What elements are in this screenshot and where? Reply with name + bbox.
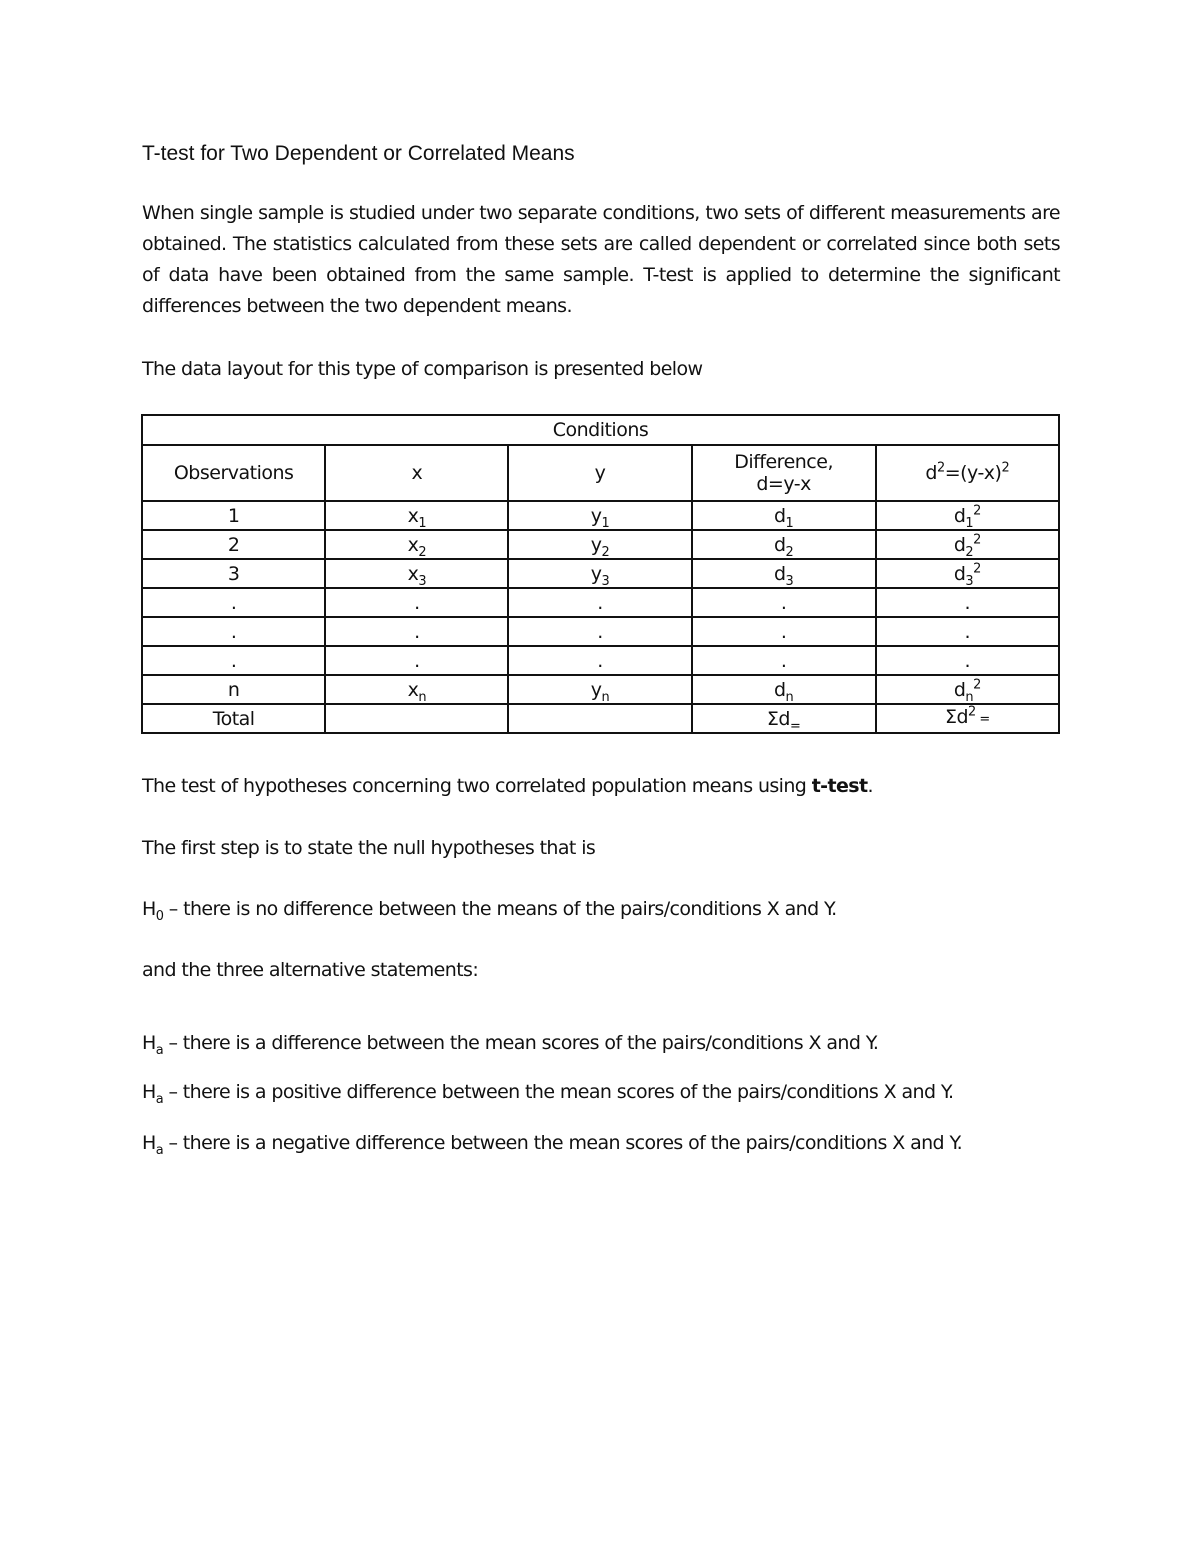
cell-total-y xyxy=(508,704,691,733)
t-test-bold: t-test xyxy=(811,775,868,797)
alternatives-intro: and the three alternative statements: xyxy=(142,959,479,981)
cell-obs: . xyxy=(142,617,325,646)
cell-obs: . xyxy=(142,588,325,617)
header-difference-line2: d=y-x xyxy=(756,473,811,495)
header-difference xyxy=(692,445,876,501)
layout-intro: The data layout for this type of comparison is presented below xyxy=(142,358,703,380)
cell-y: $y_3$ xyxy=(508,559,691,588)
cell-d: . xyxy=(692,617,876,646)
total-row xyxy=(142,704,1059,733)
cell-y: $y_1$ xyxy=(508,501,691,530)
cell-d: . xyxy=(692,588,876,617)
cell-dsq: $d_n^2$ xyxy=(876,675,1059,704)
test-statement: The test of hypotheses concerning two correlated population means using t-test. xyxy=(142,775,873,797)
cell-x: . xyxy=(325,617,508,646)
cell-x: . xyxy=(325,588,508,617)
alternative-hypothesis-3: $H_a$ – there is a negative difference between the mean scores of the pairs/conditions X and Y. xyxy=(142,1132,963,1158)
document-title: T-test for Two Dependent or Correlated Means xyxy=(142,142,575,165)
dsq-base: d xyxy=(925,462,937,484)
cell-x: $x_2$ xyxy=(325,530,508,559)
first-step: The first step is to state the null hypotheses that is xyxy=(142,837,596,859)
dsq-sup2: 2 xyxy=(1001,460,1010,476)
cell-x: $x_1$ xyxy=(325,501,508,530)
cell-d: $d_3$ xyxy=(692,559,876,588)
cell-total-x xyxy=(325,704,508,733)
cell-obs: 1 xyxy=(142,501,325,530)
cell-d: $d_1$ xyxy=(692,501,876,530)
cell-y: . xyxy=(508,646,691,675)
header-observations: Observations xyxy=(142,445,325,501)
cell-d: $d_n$ xyxy=(692,675,876,704)
header-x: x xyxy=(325,445,508,501)
cell-total-label: Total xyxy=(142,704,325,733)
cell-y: . xyxy=(508,588,691,617)
data-layout-table xyxy=(141,414,1060,734)
alternative-hypothesis-2: $H_a$ – there is a positive difference between the mean scores of the pairs/conditions X and Y. xyxy=(142,1081,954,1107)
cell-obs: 3 xyxy=(142,559,325,588)
cell-obs: . xyxy=(142,646,325,675)
cell-x: $x_n$ xyxy=(325,675,508,704)
cell-y: $y_2$ xyxy=(508,530,691,559)
intro-paragraph: When single sample is studied under two separate conditions, two sets of different measurements are obtained. The statistics calculated from these sets are called dependent or correlated since both sets of data have been obtained from the same sample. T-test is applied to determine the significant differences between the two dependent means. xyxy=(142,202,1060,317)
cell-dsq: . xyxy=(876,588,1059,617)
table-row xyxy=(142,530,1059,559)
cell-x: . xyxy=(325,646,508,675)
dsq-sup: 2 xyxy=(936,460,945,476)
cell-y: . xyxy=(508,617,691,646)
cell-d: $d_2$ xyxy=(692,530,876,559)
cell-total-d: $\Sigma d_=$ xyxy=(692,704,876,733)
table-row xyxy=(142,588,1059,617)
cell-d: . xyxy=(692,646,876,675)
cell-dsq: . xyxy=(876,646,1059,675)
column-header-row xyxy=(142,445,1059,501)
cell-dsq: $d_2^2$ xyxy=(876,530,1059,559)
conditions-row xyxy=(142,415,1059,445)
cell-dsq: $d_1^2$ xyxy=(876,501,1059,530)
dsq-mid: =(y-x) xyxy=(944,462,1002,484)
header-y: y xyxy=(508,445,691,501)
cell-dsq: $d_3^2$ xyxy=(876,559,1059,588)
cell-obs: 2 xyxy=(142,530,325,559)
table-row xyxy=(142,646,1059,675)
table-row xyxy=(142,617,1059,646)
table-row xyxy=(142,675,1059,704)
conditions-header: Conditions xyxy=(142,415,1059,445)
null-hypothesis: $H_0$ – there is no difference between the means of the pairs/conditions X and Y. xyxy=(142,898,837,924)
cell-y: $y_n$ xyxy=(508,675,691,704)
cell-x: $x_3$ xyxy=(325,559,508,588)
header-difference-line1: Difference, xyxy=(734,451,833,473)
cell-obs: n xyxy=(142,675,325,704)
header-d-squared xyxy=(876,445,1059,501)
table-row xyxy=(142,501,1059,530)
cell-total-dsq: $\Sigma d^2$ = xyxy=(876,704,1059,733)
table-row xyxy=(142,559,1059,588)
alternative-hypothesis-1: $H_a$ – there is a difference between the mean scores of the pairs/conditions X and Y. xyxy=(142,1032,879,1058)
cell-dsq: . xyxy=(876,617,1059,646)
